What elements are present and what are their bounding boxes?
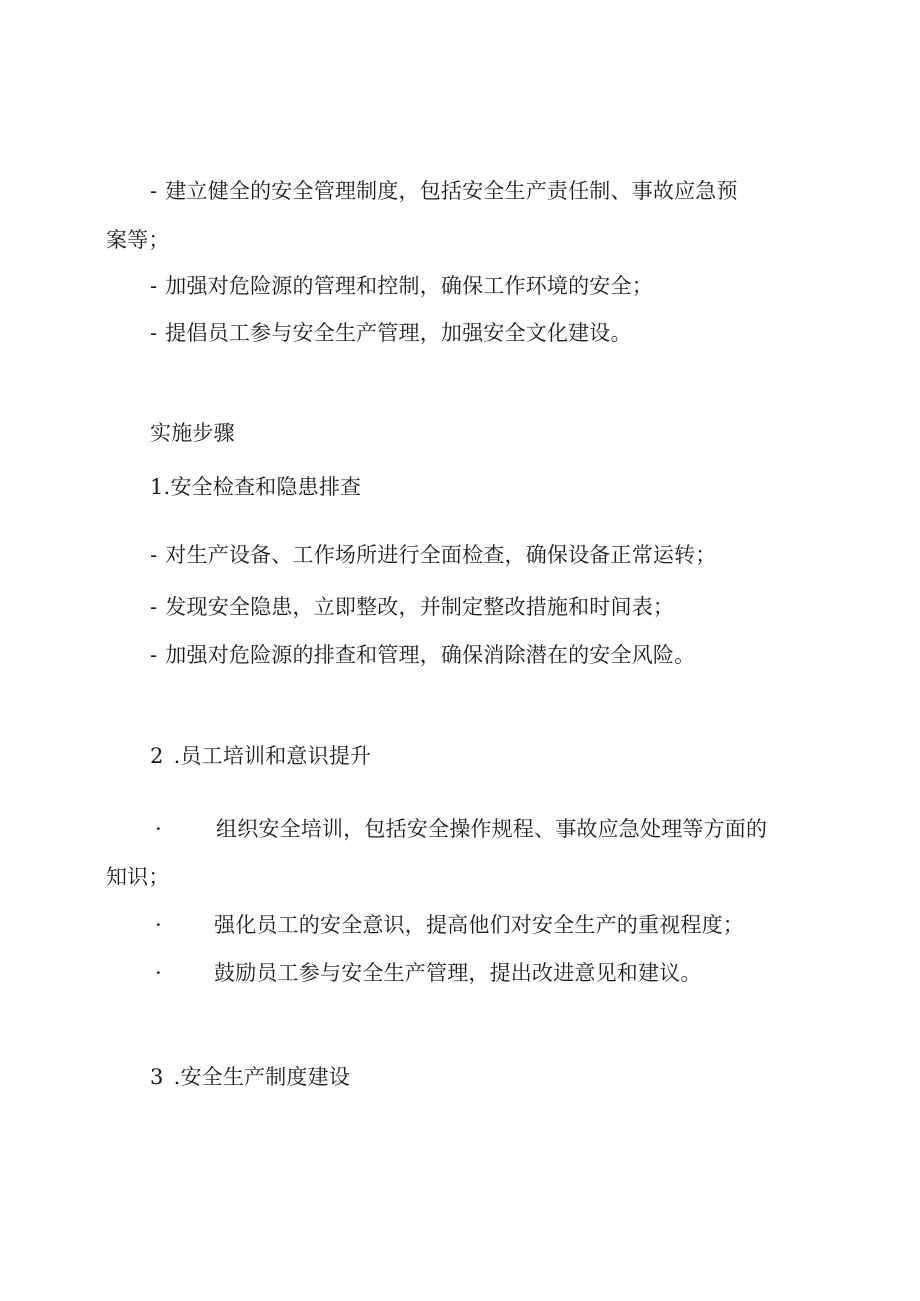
list-item-text: 鼓励员工参与安全生产管理，提出改进意见和建议。 [214,961,702,985]
list-item [150,642,695,668]
section-heading: 实施步骤 [150,421,235,445]
list-item-text: 发现安全隐患，立即整改，并制定整改措施和时间表； [165,595,675,619]
step-title: 安全检查和隐患排查 [170,475,362,499]
step-number: 1. [150,475,171,499]
step-title: .安全生产制度建设 [173,1065,351,1089]
dash-marker: - [150,595,158,619]
dash-marker: - [150,321,158,345]
list-item-text: 强化员工的安全意识，提高他们对安全生产的重视程度； [214,913,744,937]
step-heading [150,474,361,500]
dash-marker: - [150,274,158,298]
step-heading [150,1064,350,1090]
list-item [214,960,702,986]
list-item [150,542,717,568]
list-item-text: 加强对危险源的管理和控制，确保工作环境的安全； [165,274,653,298]
list-item-text: 建立健全的安全管理制度，包括安全生产责任制、事故应急预 [165,179,738,203]
list-item-text: 知识； [106,865,170,889]
step-number: 3 [150,1065,164,1089]
dash-marker: - [150,643,158,667]
step-heading [150,743,371,769]
bullet-marker: · [155,913,162,937]
list-item [150,594,674,620]
dash-marker: - [150,543,158,567]
list-item-text: 提倡员工参与安全生产管理，加强安全文化建设。 [165,321,632,345]
list-item [150,178,738,204]
list-item-continuation [106,864,170,890]
list-item [150,320,632,346]
list-item-text: 加强对危险源的排查和管理，确保消除潜在的安全风险。 [165,643,696,667]
step-title: .员工培训和意识提升 [173,744,372,768]
list-item-text: 案等； [106,228,170,252]
list-item-text: 组织安全培训，包括安全操作规程、事故应急处理等方面的 [216,817,768,841]
bullet-marker: · [155,817,162,841]
bullet-marker: · [155,961,162,985]
dash-marker: - [150,179,158,203]
list-item-continuation [106,227,170,253]
list-item [216,816,767,842]
list-item [150,273,653,299]
list-item [214,912,744,938]
step-number: 2 [150,744,164,768]
list-item-text: 对生产设备、工作场所进行全面检查，确保设备正常运转； [165,543,717,567]
